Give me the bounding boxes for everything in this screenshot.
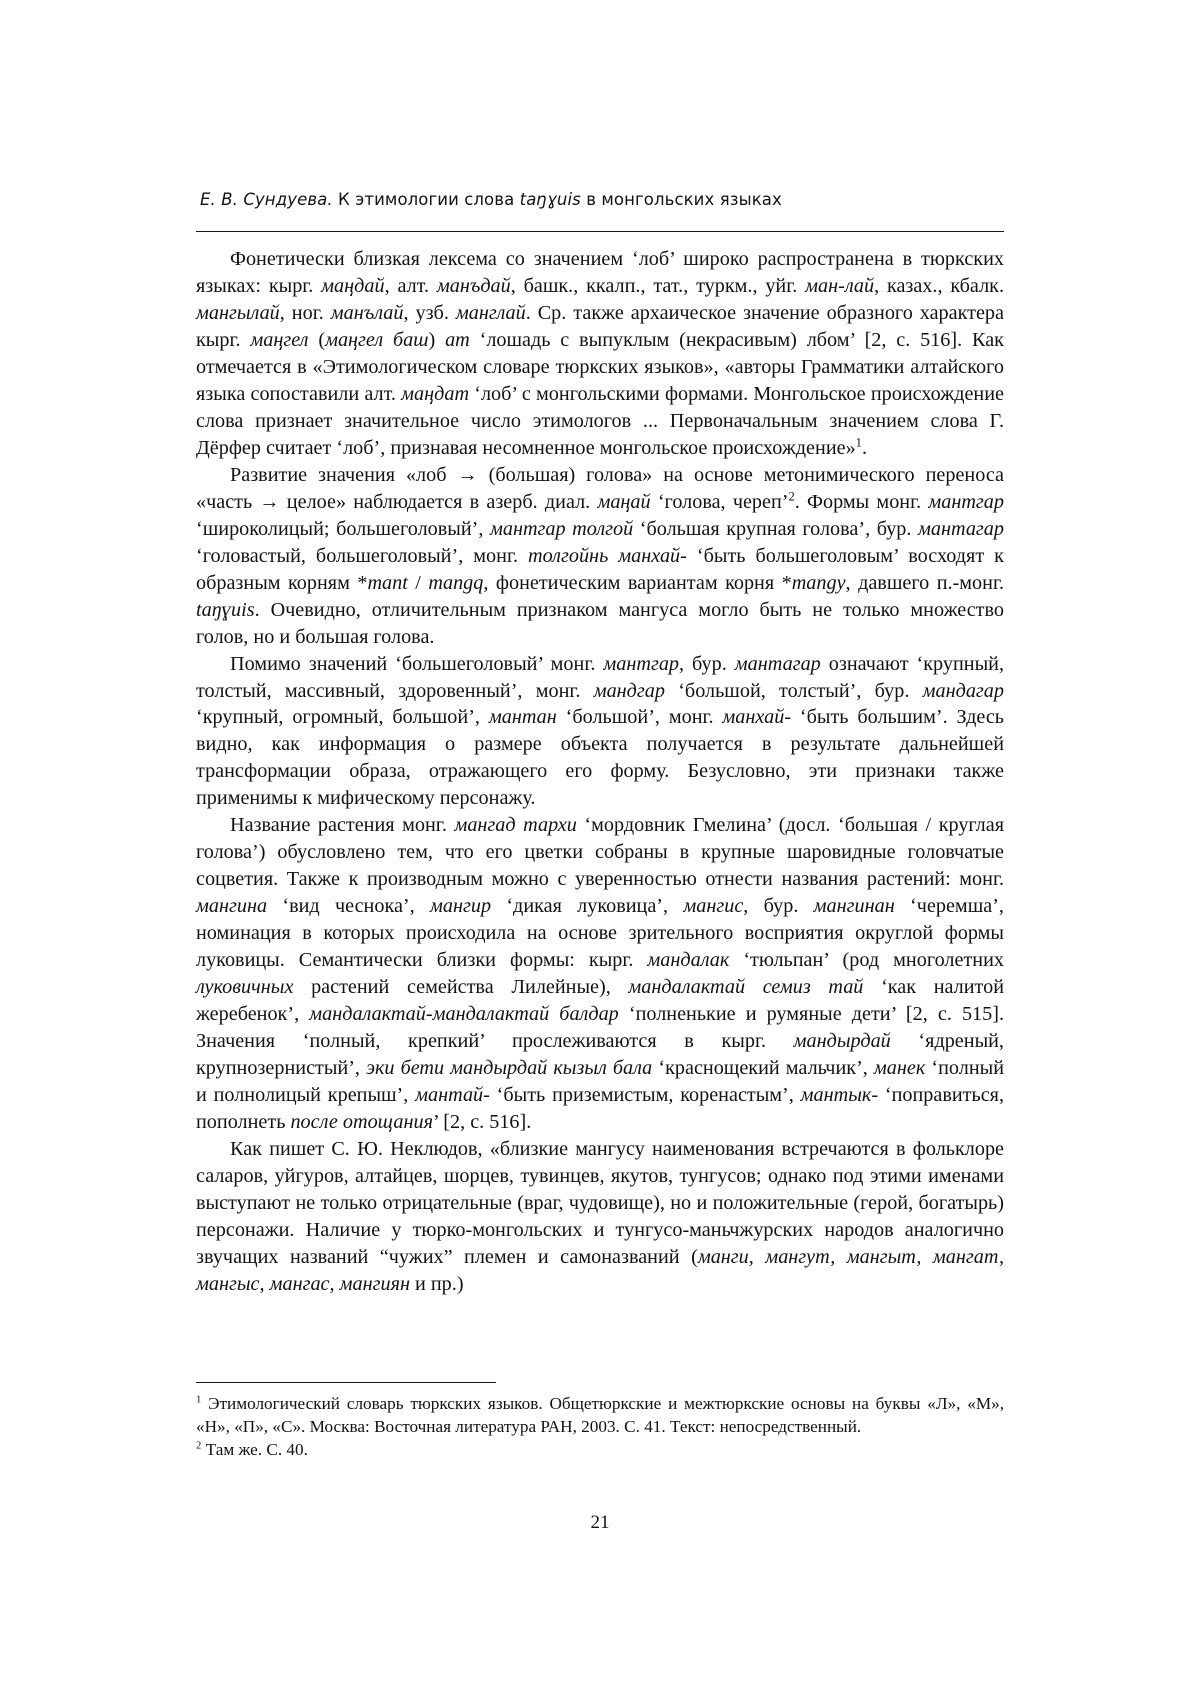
footnote: $^1$ Этимологический словарь тюркских языков. Общетюркские и межтюркские основы на буквы «Л», «М», «Н», «П», «С». Москва: Восточная литература РАН, 2003. С. 41. Текст: непосредственный. — [196, 1394, 1004, 1436]
body-text — [196, 246, 1004, 1298]
footnote: $^2$ Там же. С. 40. — [196, 1440, 308, 1460]
header-divider — [196, 231, 1004, 232]
running-head-author: Е. В. Сундуева. — [200, 190, 333, 209]
paragraph: Название растения монг. мангад тархи ‘мордовник Гмелина’ (досл. ‘большая / круглая голова’) обусловлено тем, что его цветки собраны в крупные шаровидные головчатые соцветия. Также к производным можно с уверенностью отнести названия растений: монг. мангина ‘вид чеснока’, мангир ‘дикая луковица’, мангис, бур. мангинан ‘черемша’, номинация в которых происходила на основе зрительного восприятия округлой формы луковицы. Семантически близки формы: кырг. мандалак ‘тюльпан’ (род многолетних луковичных растений семейства Лилейные), мандалактай семиз тай ‘как налитой жеребенок’, мандалактай-мандалактай балдар ‘полненькие и румяные дети’ [2, с. 515]. Значения ‘полный, крепкий’ прослеживаются в кырг. мандырдай ‘ядреный, крупнозернистый’, эки бети мандырдай кызыл бала ‘краснощекий мальчик’, манек ‘полный и полнолицый крепыш’, мантай- ‘быть приземистым, коренастым’, мантык- ‘поправиться, пополнеть после отощания’ [2, с. 516]. — [196, 814, 1005, 1133]
running-head — [200, 190, 1004, 209]
paragraph: Развитие значения «лоб → (большая) голова» на основе метонимического переноса «часть → целое» наблюдается в азерб. диал. маңай ‘голова, череп’$^2$. Формы монг. мантгар ‘широколицый; большеголовый’, мантгар толгой ‘большая крупная голова’, бур. мантагар ‘головастый, большеголовый’, монг. толгойнь манхай- ‘быть большеголовым’ восходят к образным корням *mant / mangq, фонетическим вариантам корня *mangy, давшего п.-монг. taŋɣuis. Очевидно, отличительным признаком мангуса могло быть не только множество голов, но и большая голова. — [196, 463, 1004, 648]
paragraph: Как пишет С. Ю. Неклюдов, «близкие мангусу наименования встречаются в фольклоре саларов, уйгуров, алтайцев, шорцев, тувинцев, якутов, тунгусов; однако под этими именами выступают не только отрицательные (враг, чудовище), но и положительные (герой, богатырь) персонажи. Наличие у тюрко-монгольских и тунгусо-маньчжурских народов аналогично звучащих названий “чужих” племен и самоназваний (манги, мангут, мангыт, мангат, мангыс, мангас, мангиян и пр.) — [196, 1137, 1004, 1295]
paragraph: Фонетически близкая лексема со значением ‘лоб’ широко распространена в тюркских языках: кырг. маңдай, алт. манъдай, башк., ккалп., тат., туркм., уйг. ман-лай, казах., кбалк. мангылай, ног. манълай, узб. манглай. Ср. также архаическое значение образного характера кырг. маңгел (маңгел баш) ат ‘лошадь с выпуклым (некрасивым) лбом’ [2, с. 516]. Как отмечается в «Этимологическом словаре тюркских языков», «авторы Грамматики алтайского языка сопоставили алт. маңдат ‘лоб’ с монгольскими формами. Монгольское происхождение слова признает значительное число этимологов ... Первоначальным значением слова Г. Дёрфер считает ‘лоб’, признавая несомненное монгольское происхождение»$^1$. — [196, 248, 1004, 459]
running-head-term: taŋɣuis — [519, 190, 581, 209]
footnote-area — [196, 1382, 1004, 1462]
running-head-title-before: К этимологии слова — [332, 190, 520, 209]
paragraph: Помимо значений ‘большеголовый’ монг. мантгар, бур. мантагар означают ‘крупный, толстый, массивный, здоровенный’, монг. мандгар ‘большой, толстый’, бур. мандагар ‘крупный, огромный, большой’, мантан ‘большой’, монг. манхай- ‘быть большим’. Здесь видно, как информация о размере объекта получается в результате дальнейшей трансформации образа, отражающего его форму. Безусловно, эти признаки также применимы к мифическому персонажу. — [196, 652, 1004, 810]
page-number: 21 — [590, 1512, 610, 1533]
running-head-title-after: в монгольских языках — [580, 190, 782, 209]
footnote-divider — [196, 1382, 496, 1383]
